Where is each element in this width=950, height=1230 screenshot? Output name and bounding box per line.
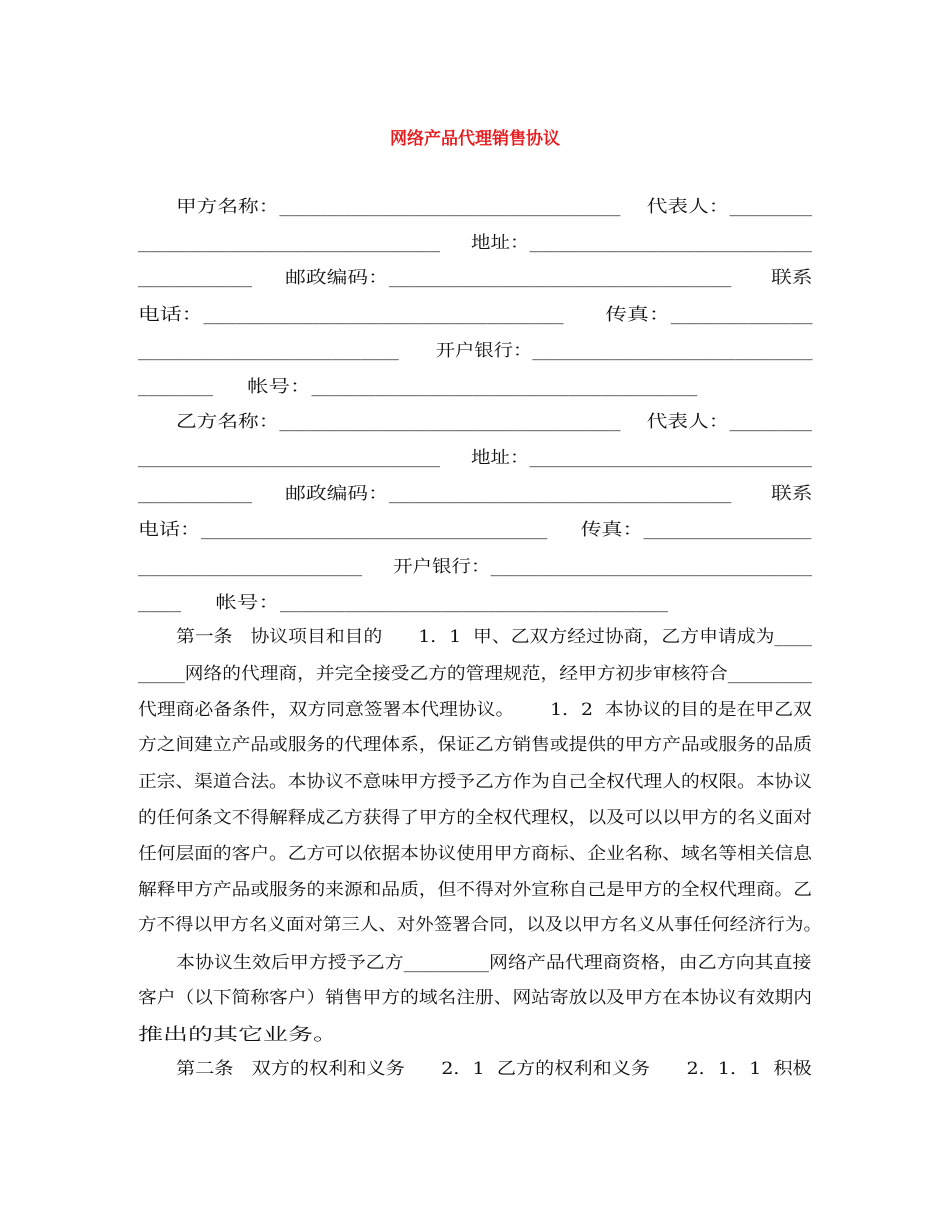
party-a-postcode-line: ___________ 邮政编码：_________________________________ 联系	[138, 268, 813, 288]
article-1-line: 任何层面的客户。乙方可以依据本协议使用甲方商标、企业名称、域名等相关信息	[138, 844, 812, 864]
grant-paragraph-line: 客户（以下简称客户）销售甲方的域名注册、网站寄放以及甲方在本协议有效期内	[138, 988, 812, 1008]
party-a-bank-line: ___________________________ 开户银行：_____________________________	[138, 341, 813, 361]
article-1-line: 正宗、渠道合法。本协议不意味甲方授予乙方作为自己全权代理人的权限。本协议	[138, 772, 812, 792]
party-a-rep-line: _______________________________ 地址：_____________________________	[138, 233, 813, 253]
grant-paragraph-line: 推出的其它业务。	[138, 1025, 338, 1045]
party-a-name-line: 甲方名称：_________________________________ 代表人：________	[176, 197, 813, 217]
document-title: 网络产品代理销售协议	[390, 129, 560, 149]
party-a-phone-line: 电话：_________________________________ 传真：_____________	[138, 305, 813, 325]
party-b-name-line: 乙方名称：_________________________________ 代表人：________	[176, 412, 813, 432]
grant-paragraph-line: 本协议生效后甲方授予乙方_________网络产品代理商资格，由乙方向其直接	[176, 953, 812, 973]
party-b-phone-line: 电话：_________________________________ 传真：________________	[138, 520, 812, 540]
party-b-rep-line: _______________________________ 地址：_____________________________	[138, 448, 813, 468]
article-1-line: 解释甲方产品或服务的来源和品质，但不得对外宣称自己是甲方的全权代理商。乙	[138, 880, 812, 900]
article-2-line: 第二条 双方的权利和义务 2．1 乙方的权利和义务 2．1．1 积极	[176, 1059, 812, 1079]
party-a-account-line: _______ 帐号：____________________________________	[138, 377, 698, 397]
party-b-bank-line: _______________________ 开户银行：_________________________________	[138, 557, 813, 577]
article-1-line: 代理商必备条件，双方同意签署本代理协议。 1．2 本协议的目的是在甲乙双	[138, 700, 812, 720]
party-b-account-line: ____ 帐号：____________________________________	[138, 593, 669, 613]
article-1-line: _____网络的代理商，并完全接受乙方的管理规范，经甲方初步审核符合_________	[138, 664, 812, 684]
article-1-line: 的任何条文不得解释成乙方获得了甲方的全权代理权，以及可以以甲方的名义面对	[138, 808, 812, 828]
article-1-line: 方之间建立产品或服务的代理体系，保证乙方销售或提供的甲方产品或服务的品质	[138, 735, 812, 755]
article-1-line: 第一条 协议项目和目的 1．1 甲、乙双方经过协商，乙方申请成为____	[176, 627, 813, 647]
party-b-postcode-line: ___________ 邮政编码：_________________________________ 联系	[138, 484, 813, 504]
article-1-line: 方不得以甲方名义面对第三人、对外签署合同，以及以甲方名义从事任何经济行为。	[138, 915, 822, 935]
